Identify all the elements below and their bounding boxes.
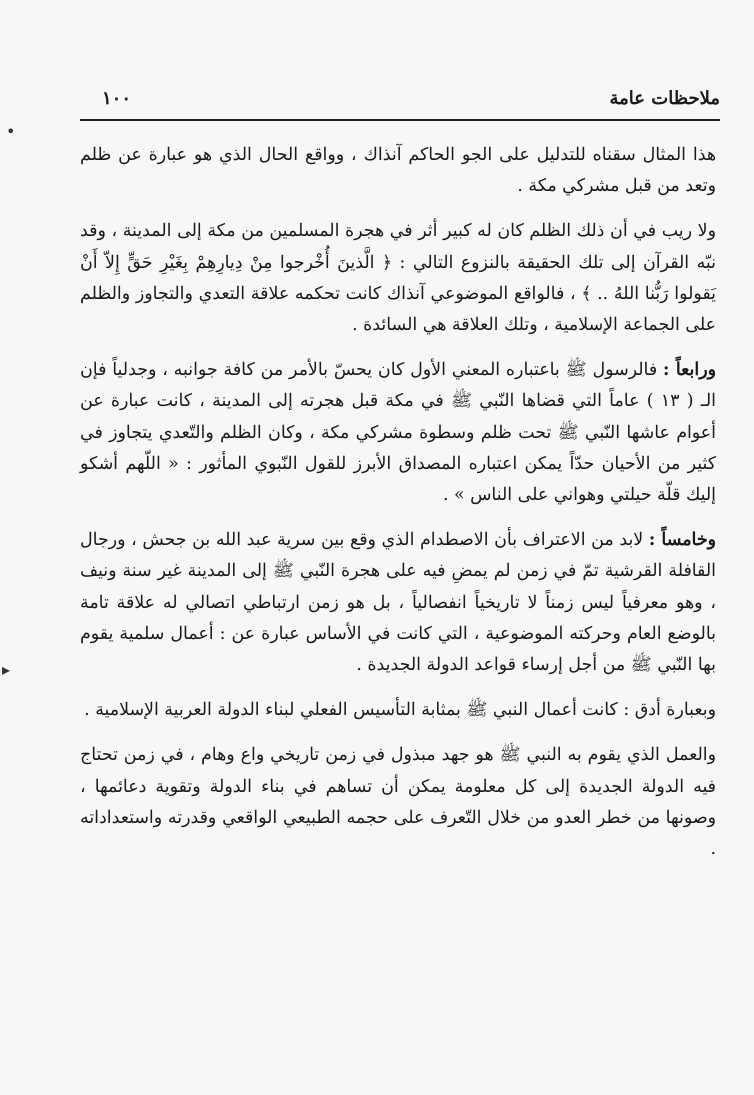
running-header bbox=[84, 88, 720, 118]
paragraph bbox=[80, 525, 716, 681]
paragraph-text: فالرسول ﷺ باعتباره المعني الأول كان يحسّ بالأمر من كافة جوانبه ، وجدلياً فإن الـ ( ١٣ ) عاماً التي قضاها النّبي ﷺ في مكة قبل هجرته إلى المدينة ، كانت عبارة عن أعوام عاشها النّبي ﷺ تحت ظلم وسطوة مشركي مكة ، وكان الظلم والتّعدي يتجاوز في كثير من الأحيان حدّاً يمكن اعتباره المصداق الأبرز للقول النّبوي المأثور : « اللّهم أشكو إليك قلّة حيلتي وهواني على الناس » . bbox=[80, 360, 716, 506]
paragraph bbox=[80, 140, 716, 202]
page-number: ١٠٠ bbox=[102, 88, 132, 109]
paragraph-text: لابد من الاعتراف بأن الاصطدام الذي وقع بين سرية عبد الله بن جحش ، ورجال القافلة القرشية تمّ في زمن لم يمضِ فيه على هجرة النّبي ﷺ إلى المدينة غير سنة ونيف ، وهو معرفياً ليس زمناً لا تاريخياً انفصالياً ، بل هو زمن ارتباطي اتصالي له علاقة تامة بالوضع العام وحركته الموضوعية ، التي كانت في الأساس عبارة عن : أعمال سلمية يقوم بها النّبي ﷺ من أجل إرساء قواعد الدولة الجديدة . bbox=[80, 530, 716, 676]
paragraph bbox=[80, 740, 716, 865]
margin-dot: • bbox=[6, 122, 16, 141]
paragraph-text: وبعبارة أدق : كانت أعمال النبي ﷺ بمثابة التأسيس الفعلي لبناء الدولة العربية الإسلامية . bbox=[84, 700, 716, 721]
paragraph-text: والعمل الذي يقوم به النبي ﷺ هو جهد مبذول في زمن تاريخي واع وهام ، في زمن تحتاج فيه الدولة الجديدة إلى كل معلومة يمكن أن تساهم في بناء الدولة وتقوية دعائمها ، وصونها من خطر العدو من خلال التّعرف على حجمه الطبيعي الواقعي وقدرته واستعداداته . bbox=[80, 745, 716, 860]
paragraph bbox=[80, 695, 716, 726]
chapter-title: ملاحظات عامة bbox=[609, 88, 720, 109]
header-divider bbox=[80, 119, 720, 121]
body-text bbox=[80, 140, 716, 879]
paragraph-text: هذا المثال سقناه للتدليل على الجو الحاكم آنذاك ، وواقع الحال الذي هو عبارة عن ظلم وتعد من قبل مشركي مكة . bbox=[80, 145, 716, 197]
paragraph-lead: وخامساً : bbox=[648, 530, 716, 551]
paragraph bbox=[80, 355, 716, 511]
margin-tick: ▸ bbox=[2, 660, 11, 679]
paragraph-text: ولا ريب في أن ذلك الظلم كان له كبير أثر في هجرة المسلمين من مكة إلى المدينة ، وقد نبّه القرآن إلى تلك الحقيقة بالنزوع التالي : ﴿ الَّذينَ أُخْرجوا مِنْ دِيارِهِمْ بِغَيْرِ حَقٍّ إِلاّ أَنْ يَقولوا رَبُّنا اللهُ .. ﴾ ، فالواقع الموضوعي آنذاك كانت تحكمه علاقة التعدي والتجاوز والظلم على الجماعة الإسلامية ، وتلك العلاقة هي السائدة . bbox=[80, 221, 716, 336]
paragraph-lead: ورابعاً : bbox=[663, 360, 716, 381]
paragraph bbox=[80, 216, 716, 341]
